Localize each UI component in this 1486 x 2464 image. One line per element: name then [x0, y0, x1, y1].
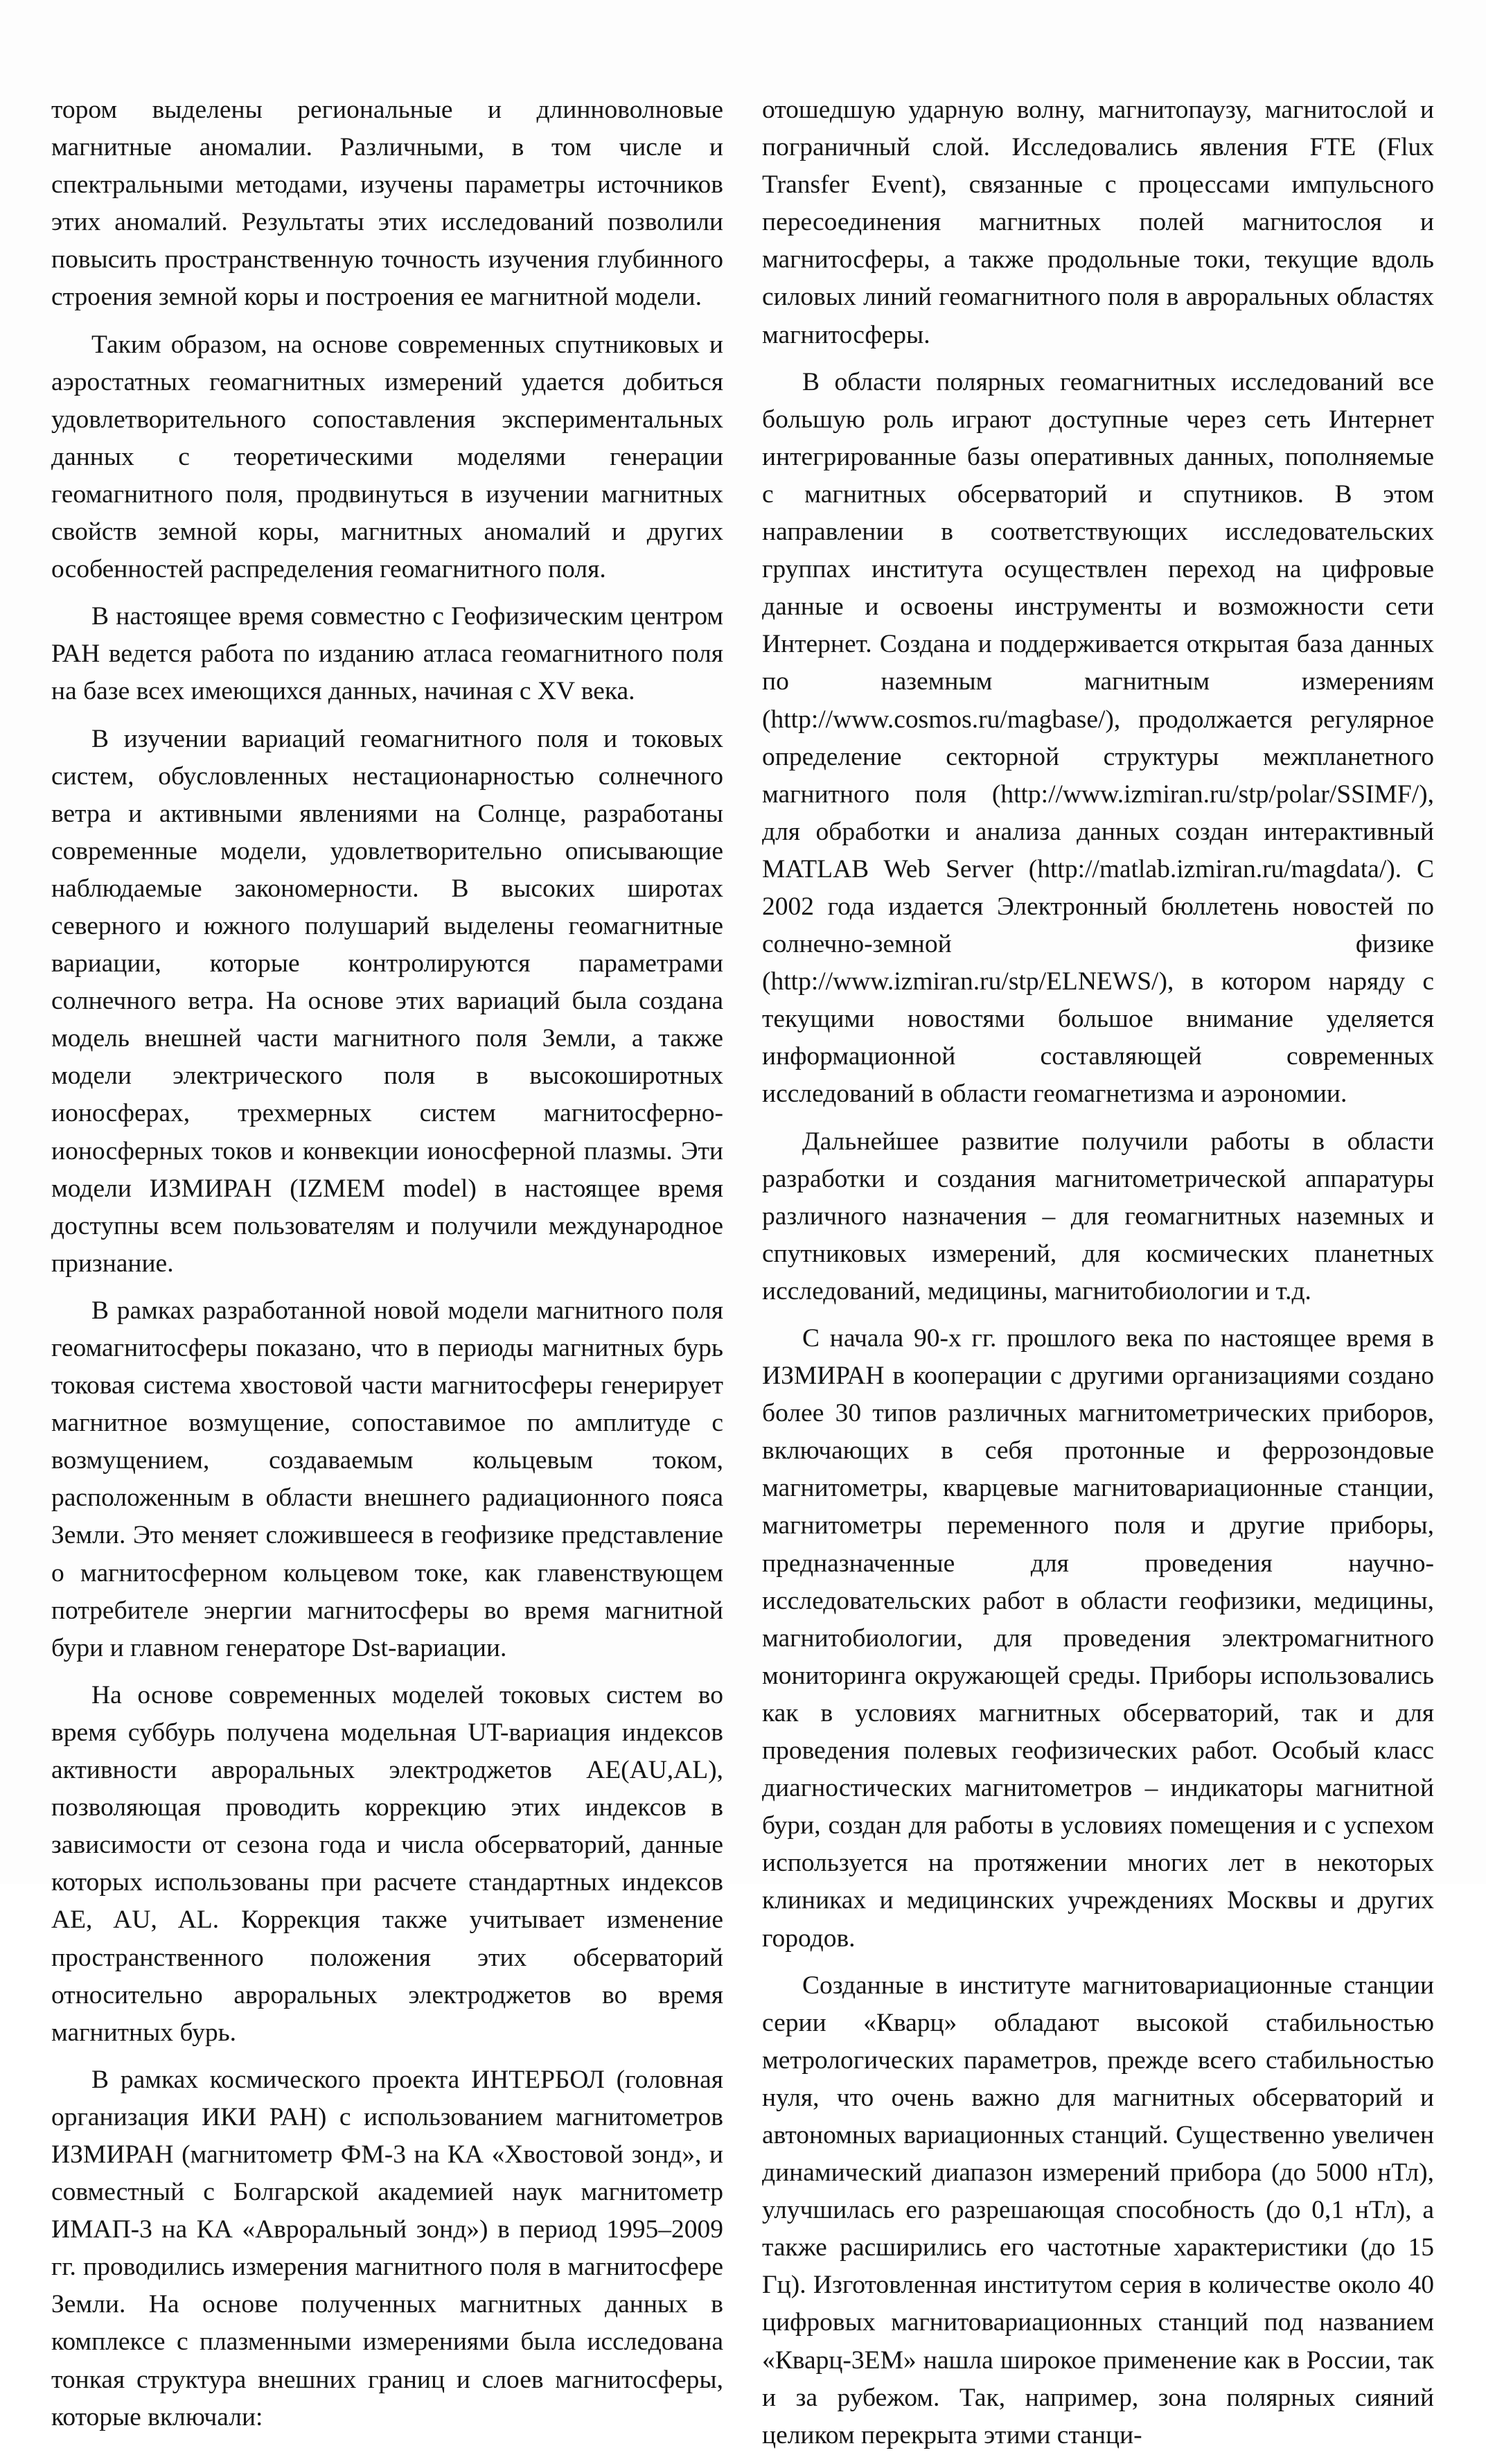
- paragraph: В изучении вариаций геомагнитного поля и токовых систем, обусловленных нестационарностью солнечного ветра и активными явлениями на Солнце, разработаны современные модели, удовлетворительно описывающие наблюдаемые закономерности. В высоких широтах северного и южного полушарий выделены геомагнитные вариации, которые контролируются параметрами солнечного ветра. На основе этих вариаций была создана модель внешней части магнитного поля Земли, а также модели электрического поля в высокоширотных ионосферах, трехмерных систем магнитосферно-ионосферных токов и конвекции ионосферной плазмы. Эти модели ИЗМИРАН (IZMEM model) в настоящее время доступны всем пользователям и получили международное признание.: [51, 724, 723, 1278]
- paragraph: В рамках космического проекта ИНТЕРБОЛ (головная организация ИКИ РАН) с использованием магнитометров ИЗМИРАН (магнитометр ФМ-3 на КА «Хвостовой зонд», и совместный с Болгарской академией наук магнитометр ИМАП-3 на КА «Авроральный зонд») в период 1995–2009 гг. проводились измерения магнитного поля в магнитосфере Земли. На основе полученных магнитных данных в комплексе с плазменными измерениями была исследована тонкая структура внешних границ и слоев магнитосферы, которые включали:: [51, 2065, 723, 2431]
- paragraph: В области полярных геомагнитных исследований все большую роль играют доступные через сеть Интернет интегрированные базы оперативных данных, пополняемые с магнитных обсерваторий и спутников. В этом направлении в соответствующих исследовательских группах института осуществлен переход на цифровые данные и освоены инструменты и возможности сети Интернет. Создана и поддерживается открытая база данных по наземным магнитным измерениям (http://www.cosmos.ru/magbase/), продолжается регулярное определение секторной структуры межпланетного магнитного поля (http://www.izmiran.ru/stp/polar/SSIMF/), для обработки и анализа данных создан интерактивный MATLAB Web Server (http://matlab.izmiran.ru/magdata/). С 2002 года издается Электронный бюллетень новостей по солнечно-земной физике (http://www.izmiran.ru/stp/ELNEWS/), в котором наряду с текущими новостями большое внимание уделяется информационной составляющей современных исследований в области геомагнетизма и аэрономии.: [762, 367, 1434, 1109]
- paragraph: В рамках разработанной новой модели магнитного поля геомагнитосферы показано, что в периоды магнитных бурь токовая система хвостовой части магнитосферы генерирует магнитное возмущение, сопоставимое по амплитуде с возмущением, создаваемым кольцевым током, расположенным в области внешнего радиационного пояса Земли. Это меняет сложившееся в геофизике представление о магнитосферном кольцевом токе, как главенствующем потребителе энергии магнитосферы во время магнитной бури и главном генераторе Dst-вариации.: [51, 1296, 723, 1662]
- paragraph: С начала 90-х гг. прошлого века по настоящее время в ИЗМИРАН в кооперации с другими организациями создано более 30 типов различных магнитометрических приборов, включающих в себя протонные и феррозондовые магнитометры, кварцевые магнитовариационные станции, магнитометры переменного поля и другие приборы, предназначенные для проведения научно-исследовательских работ в области геофизики, медицины, магнитобиологии, для проведения электромагнитного мониторинга окружающей среды. Приборы использовались как в условиях магнитных обсерваторий, так и для проведения полевых геофизических работ. Особый класс диагностических магнитометров – индикаторы магнитной бури, создан для работы в условиях помещения и с успехом используется на протяжении многих лет в некоторых клиниках и медицинских учреждениях Москвы и других городов.: [762, 1324, 1434, 1953]
- paragraph: Дальнейшее развитие получили работы в области разработки и создания магнитометрической аппаратуры различного назначения – для геомагнитных наземных и спутниковых измерений, для космических планетных исследований, медицины, магнитобиологии и т.д.: [762, 1127, 1434, 1305]
- right-column: [762, 91, 1434, 2464]
- paragraph: На основе современных моделей токовых систем во время суббурь получена модельная UT-вариация индексов активности авроральных электроджетов AE(AU,AL), позволяющая проводить коррекцию этих индексов в зависимости от сезона года и числа обсерваторий, данные которых использованы при расчете стандартных индексов AE, AU, AL. Коррекция также учитывает изменение пространственного положения этих обсерваторий относительно авроральных электроджетов во время магнитных бурь.: [51, 1680, 723, 2047]
- paragraph: В настоящее время совместно с Геофизическим центром РАН ведется работа по изданию атласа геомагнитного поля на базе всех имеющихся данных, начиная с XV века.: [51, 602, 723, 706]
- paragraph: Созданные в институте магнитовариационные станции серии «Кварц» обладают высокой стабильностью метрологических параметров, прежде всего стабильностью нуля, что очень важно для магнитных обсерваторий и автономных вариационных станций. Существенно увеличен динамический диапазон измерений прибора (до 5000 нТл), улучшилась его разрешающая способность (до 0,1 нТл), а также расширились его частотные характеристики (до 15 Гц). Изготовленная институтом серия в количестве около 40 цифровых магнитовариационных станций под названием «Кварц-3ЕМ» нашла широкое применение как в России, так и за рубежом. Так, например, зона полярных сияний целиком перекрыта этими станци-: [762, 1971, 1434, 2449]
- paragraph: Таким образом, на основе современных спутниковых и аэростатных геомагнитных измерений удается добиться удовлетворительного сопоставления экспериментальных данных с теоретическими моделями генерации геомагнитного поля, продвинуться в изучении магнитных свойств земной коры, магнитных аномалий и других особенностей распределения геомагнитного поля.: [51, 330, 723, 584]
- paragraph: отошедшую ударную волну, магнитопаузу, магнитослой и пограничный слой. Исследовались явления FTE (Flux Transfer Event), связанные с процессами импульсного пересоединения магнитных полей магнитослоя и магнитосферы, а также продольные токи, текущие вдоль силовых линий геомагнитного поля в авроральных областях магнитосферы.: [762, 96, 1434, 349]
- paragraph: тором выделены региональные и длинноволновые магнитные аномалии. Различными, в том числе и спектральными методами, изучены параметры источников этих аномалий. Результаты этих исследований позволили повысить пространственную точность изучения глубинного строения земной коры и построения ее магнитной модели.: [51, 96, 723, 312]
- left-column: [51, 91, 723, 2446]
